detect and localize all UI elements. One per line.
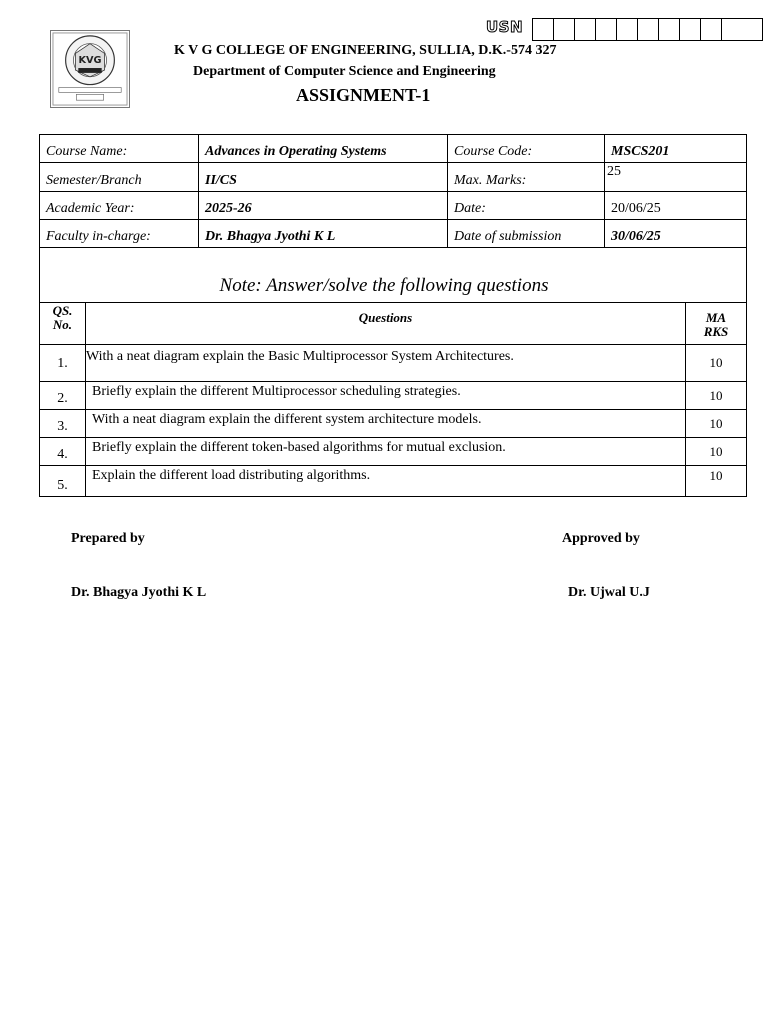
question-number: 5.: [40, 466, 86, 497]
faculty-label: Faculty in-charge:: [40, 220, 199, 248]
academic-year-label: Academic Year:: [40, 192, 199, 220]
question-text: Briefly explain the different Multiprocessor scheduling strategies.: [86, 382, 686, 410]
usn-box[interactable]: [616, 18, 637, 41]
table-row: [40, 135, 747, 163]
usn-box[interactable]: [574, 18, 595, 41]
usn-box[interactable]: [532, 18, 553, 41]
approved-by-name: Dr. Ujwal U.J: [568, 585, 650, 600]
usn-box[interactable]: [595, 18, 616, 41]
table-row: [40, 410, 747, 438]
usn-box[interactable]: [658, 18, 679, 41]
course-name-value: Advances in Operating Systems: [199, 135, 448, 163]
prepared-by-name: Dr. Bhagya Jyothi K L: [71, 585, 207, 600]
questions-header: Questions: [86, 303, 686, 345]
assignment-title: ASSIGNMENT-1: [296, 85, 431, 105]
college-seal-icon: [51, 31, 129, 107]
usn-box[interactable]: [679, 18, 700, 41]
question-marks: 10: [686, 466, 747, 497]
note-text: Note: Answer/solve the following questions: [219, 275, 549, 296]
course-code-label: Course Code:: [448, 135, 605, 163]
academic-year-value: 2025-26: [199, 192, 448, 220]
qs-no-header: [40, 303, 86, 345]
table-row: [40, 382, 747, 410]
department-name: Department of Computer Science and Engineering: [193, 64, 496, 79]
question-number: 4.: [40, 438, 86, 466]
table-row: [40, 345, 747, 382]
questions-table: [39, 302, 747, 497]
max-marks-label: Max. Marks:: [448, 163, 605, 192]
prepared-by-label: Prepared by: [71, 531, 145, 546]
qs-no-header-line2: No.: [52, 317, 73, 332]
marks-header-line1: MA: [705, 310, 727, 325]
usn-label: USN: [486, 18, 524, 36]
semester-label: Semester/Branch: [40, 163, 199, 192]
question-number: 1.: [40, 345, 86, 382]
faculty-value: Dr. Bhagya Jyothi K L: [199, 220, 448, 248]
qs-no-header-line1: QS.: [52, 303, 73, 318]
usn-box[interactable]: [553, 18, 574, 41]
course-info-table: [39, 134, 747, 248]
marks-header: [686, 303, 747, 345]
college-name: K V G COLLEGE OF ENGINEERING, SULLIA, D.K.-574 327: [174, 43, 557, 58]
question-marks: 10: [686, 382, 747, 410]
date-value: 20/06/25: [605, 192, 747, 220]
table-row: [40, 163, 747, 192]
question-number: 3.: [40, 410, 86, 438]
approved-by-label: Approved by: [562, 531, 640, 546]
question-text: With a neat diagram explain the different system architecture models.: [86, 410, 686, 438]
date-label: Date:: [448, 192, 605, 220]
usn-boxes[interactable]: [532, 18, 763, 40]
course-name-label: Course Name:: [40, 135, 199, 163]
question-text: Briefly explain the different token-based algorithms for mutual exclusion.: [86, 438, 686, 466]
marks-header-line2: RKS: [703, 324, 729, 339]
question-text: Explain the different load distributing algorithms.: [86, 466, 686, 497]
course-code-value: MSCS201: [605, 135, 747, 163]
question-marks: 10: [686, 410, 747, 438]
table-header-row: [40, 303, 747, 345]
question-marks: 10: [686, 438, 747, 466]
college-logo: [50, 30, 130, 108]
table-row: [40, 466, 747, 497]
usn-box[interactable]: [721, 18, 763, 41]
question-number: 2.: [40, 382, 86, 410]
table-row: [40, 192, 747, 220]
table-row: [40, 438, 747, 466]
usn-box[interactable]: [637, 18, 658, 41]
logo-initials: KVG: [78, 55, 102, 67]
question-marks: 10: [686, 345, 747, 382]
max-marks-value: 25: [605, 163, 747, 192]
usn-box[interactable]: [700, 18, 721, 41]
submission-value: 30/06/25: [605, 220, 747, 248]
semester-value: II/CS: [199, 163, 448, 192]
question-text: With a neat diagram explain the Basic Multiprocessor System Architectures.: [86, 345, 686, 382]
submission-label: Date of submission: [448, 220, 605, 248]
